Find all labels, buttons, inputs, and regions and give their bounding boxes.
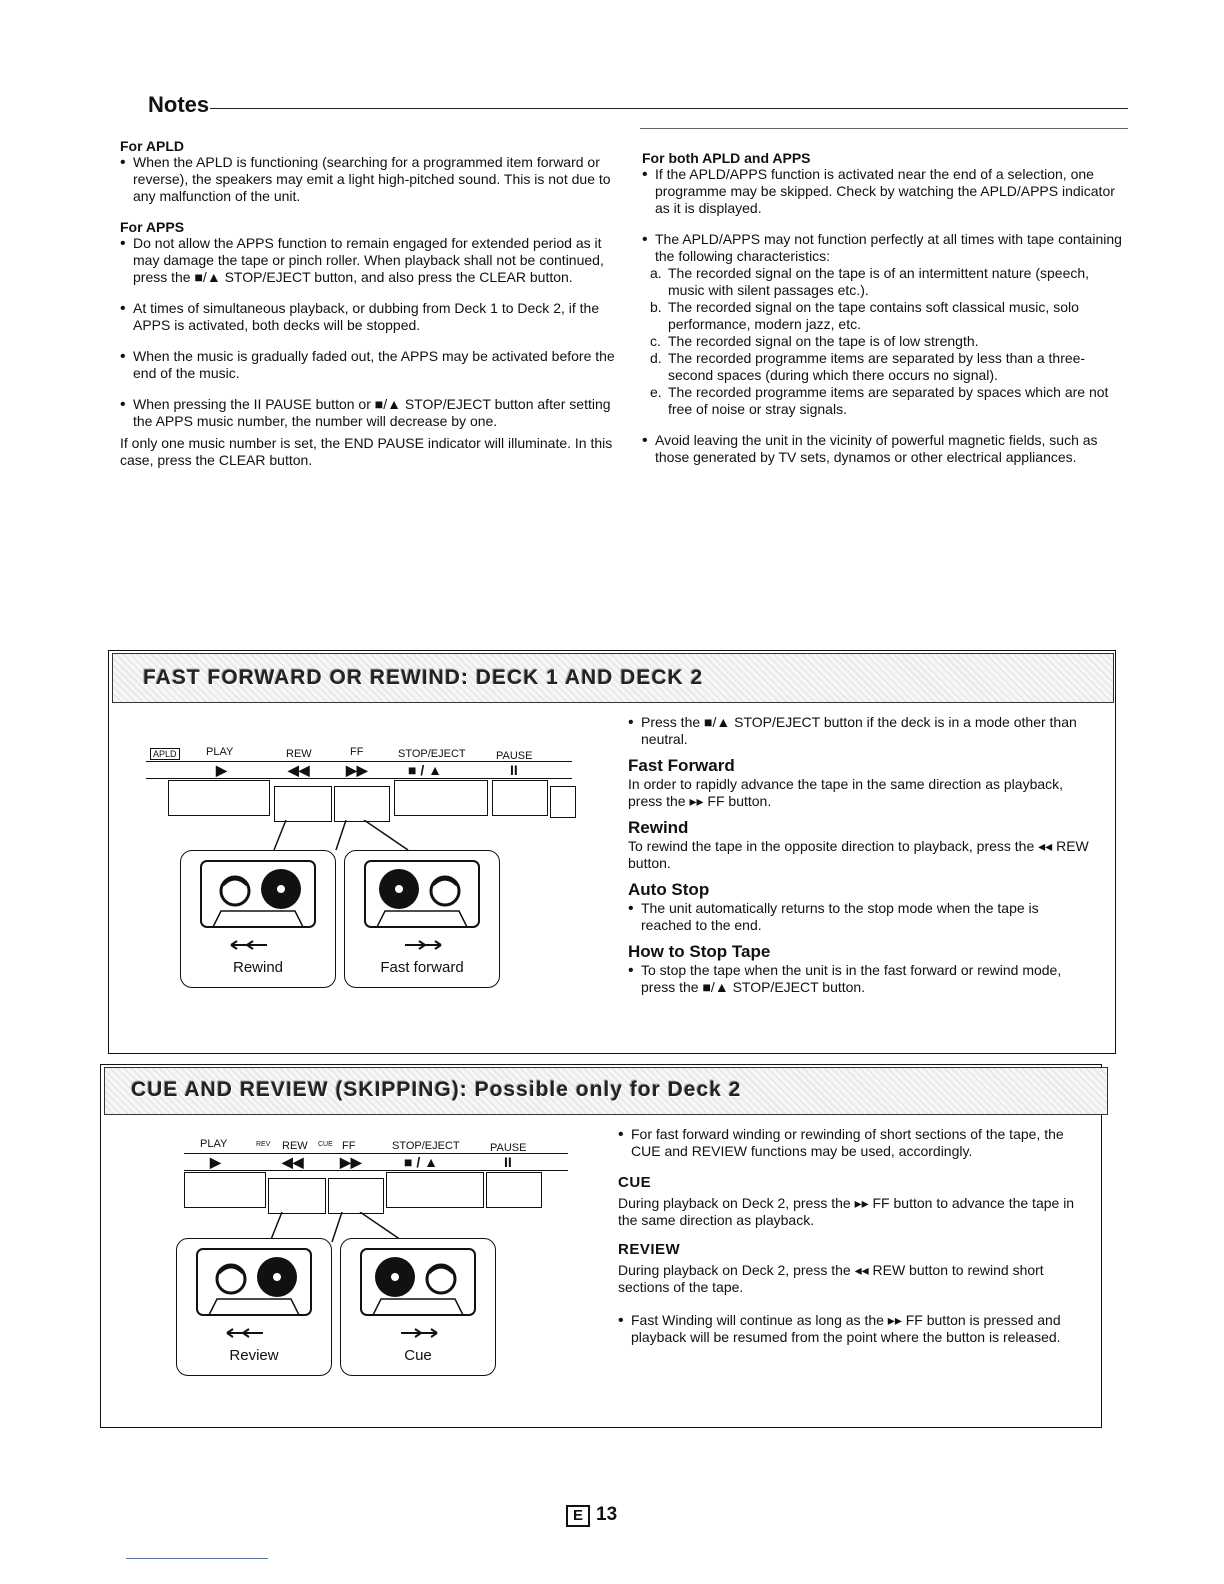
rewind-caption: Rewind [232,959,284,976]
page-footer [566,1504,617,1527]
rew-symbol: ◀◀ [288,762,310,778]
side-key [550,786,576,818]
list-item-d: d. The recorded programme items are separated by less than a three-second spaces (during which there occurs no signal). [650,350,1086,383]
stop-eject-key[interactable] [394,780,488,816]
cassette-right-icon [359,1247,477,1319]
review-title: REVIEW [618,1241,681,1258]
cue-cassette-panel [340,1238,496,1376]
review-cassette-panel [176,1238,332,1376]
ff-key[interactable] [334,786,390,822]
list-item-b: b. The recorded signal on the tape contains soft classical music, solo performance, modern jazz, etc. [650,299,1079,332]
note-apps-extra: If only one music number is set, the END PAUSE indicator will illuminate. In this case, press the CLEAR button. [120,435,613,468]
cue-play-symbol: ▶ [210,1154,221,1170]
note-apps-1: • Do not allow the APPS function to remain engaged for extended period as it may damage the tape or pinch roller. When playback shall not be continued, press the ■/▲ STOP/EJECT button, and also press the CLEAR button. [120,235,616,286]
notes-rule [210,108,1128,109]
cue-deck-diagram [170,1134,570,1394]
note-apps-2: • At times of simultaneous playback, or dubbing from Deck 1 to Deck 2, if the APPS is activated, both decks will be stopped. [120,300,616,334]
play-label: PLAY [206,746,234,758]
cassette-left-icon [195,1247,313,1319]
rew-text: To rewind the tape in the opposite direction to playback, press the ◂◂ REW button. [628,838,1089,871]
arrow-left-icon [225,1327,265,1339]
cue-rew-symbol: ◀◀ [282,1154,304,1170]
cue-play-key[interactable] [184,1172,266,1208]
note-both-3: • Avoid leaving the unit in the vicinity of powerful magnetic fields, such as those generated by TV sets, dynamos or other electrical appliances. [642,432,1128,466]
ff-cassette-panel [344,850,500,988]
ff-title: Fast Forward [628,756,735,775]
cue-rev-label: REV [256,1141,271,1148]
arrow-right-icon [399,1327,439,1339]
apld-label: APLD [150,748,180,760]
pause-symbol: II [510,762,518,778]
list-item-c: c. The recorded signal on the tape is of low strength. [650,333,979,349]
play-symbol: ▶ [216,762,227,778]
cue-rew-label: REW [282,1140,308,1152]
cue-ff-label: FF [342,1140,356,1152]
rew-title: Rewind [628,818,689,837]
arrow-left-icon [229,939,269,951]
note-both-2: • The APLD/APPS may not function perfectly at all times with tape containing the following characteristics: [642,231,1128,265]
note-apld-1: • When the APLD is functioning (searching for a programmed item forward or reverse), the speakers may emit a light high-pitched sound. This is not due to any malfunction of the unit. [120,154,616,205]
fast-winding-text: • Fast Winding will continue as long as the ▸▸ FF button is pressed and playback will be resumed from the point where the button is released. [618,1312,1084,1346]
cassette-right-icon [363,859,481,931]
cue-text: During playback on Deck 2, press the ▸▸ FF button to advance the tape in the same direction as playback. [618,1195,1075,1228]
notes-left-column [120,138,616,469]
cue-play-label: PLAY [200,1138,228,1150]
heading-apps: For APPS [120,219,185,235]
page-number: 13 [596,1504,618,1525]
ff-banner [112,653,1114,703]
cue-title: CUE [618,1174,652,1191]
review-caption: Review [229,1347,279,1364]
cue-cue-label: CUE [318,1141,333,1148]
cue-pause-key[interactable] [486,1172,542,1208]
rewind-cassette-panel [180,850,336,988]
ff-text: In order to rapidly advance the tape in the same direction as playback, press the ▸▸ FF button. [628,776,1064,809]
heading-apld: For APLD [120,138,185,154]
ff-banner-title: FAST FORWARD OR REWIND: DECK 1 AND DECK 2 [143,666,704,689]
play-key[interactable] [168,780,270,816]
cue-rew-key[interactable] [268,1178,326,1214]
stop-label: STOP/EJECT [398,748,466,760]
ff-deck-diagram [146,740,576,1000]
pause-label: PAUSE [496,750,533,762]
ff-instructions [628,714,1092,996]
cue-caption: Cue [404,1347,432,1364]
ff-intro: • Press the ■/▲ STOP/EJECT button if the deck is in a mode other than neutral. [628,714,1092,748]
review-text: During playback on Deck 2, press the ◂◂ REW button to rewind short sections of the tape. [618,1262,1044,1295]
list-item-a: a. The recorded signal on the tape is of an intermittent nature (speech, music with silent passages etc.). [650,265,1090,298]
cue-stop-symbol: ■ / ▲ [404,1154,438,1170]
cue-pause-symbol: II [504,1154,512,1170]
auto-stop-title: Auto Stop [628,880,710,899]
stop-tape-title: How to Stop Tape [628,942,771,961]
cue-banner-title: CUE AND REVIEW (SKIPPING): Possible only for Deck 2 [131,1078,742,1101]
ff-caption: Fast forward [380,959,464,976]
language-badge: E [566,1505,590,1527]
stop-symbol: ■ / ▲ [408,762,442,778]
pause-key[interactable] [492,780,548,816]
cue-ff-symbol: ▶▶ [340,1154,362,1170]
arrow-right-icon [403,939,443,951]
auto-stop-text: • The unit automatically returns to the stop mode when the tape is reached to the end. [628,900,1092,934]
rew-label: REW [286,748,312,760]
ff-label: FF [350,746,364,758]
ff-symbol: ▶▶ [346,762,368,778]
cue-stop-eject-key[interactable] [386,1172,484,1208]
cue-pause-label: PAUSE [490,1142,527,1154]
note-both-1: • If the APLD/APPS function is activated near the end of a selection, one programme may be skipped. Check by watching the APLD/APPS indicator as it is displayed. [642,166,1128,217]
column-rule [640,128,1128,129]
heading-both: For both APLD and APPS [642,150,811,166]
rew-key[interactable] [274,786,332,822]
cue-instructions [618,1126,1084,1346]
notes-right-column [642,150,1128,466]
cue-intro: • For fast forward winding or rewinding of short sections of the tape, the CUE and REVIEW functions may be used, accordingly. [618,1126,1084,1160]
stop-tape-text: • To stop the tape when the unit is in the fast forward or rewind mode, press the ■/▲ STOP/EJECT button. [628,962,1092,996]
bottom-link-line [126,1558,268,1559]
cue-stop-label: STOP/EJECT [392,1140,460,1152]
cassette-left-icon [199,859,317,931]
note-apps-4: • When pressing the II PAUSE button or ■/▲ STOP/EJECT button after setting the APPS music number, the number will decrease by one. [120,396,616,430]
cue-banner [104,1067,1108,1115]
list-item-e: e. The recorded programme items are separated by spaces which are not free of noise or stray signals. [650,384,1109,417]
cue-ff-key[interactable] [328,1178,384,1214]
notes-title: Notes [148,92,210,117]
note-apps-3: • When the music is gradually faded out, the APPS may be activated before the end of the music. [120,348,616,382]
